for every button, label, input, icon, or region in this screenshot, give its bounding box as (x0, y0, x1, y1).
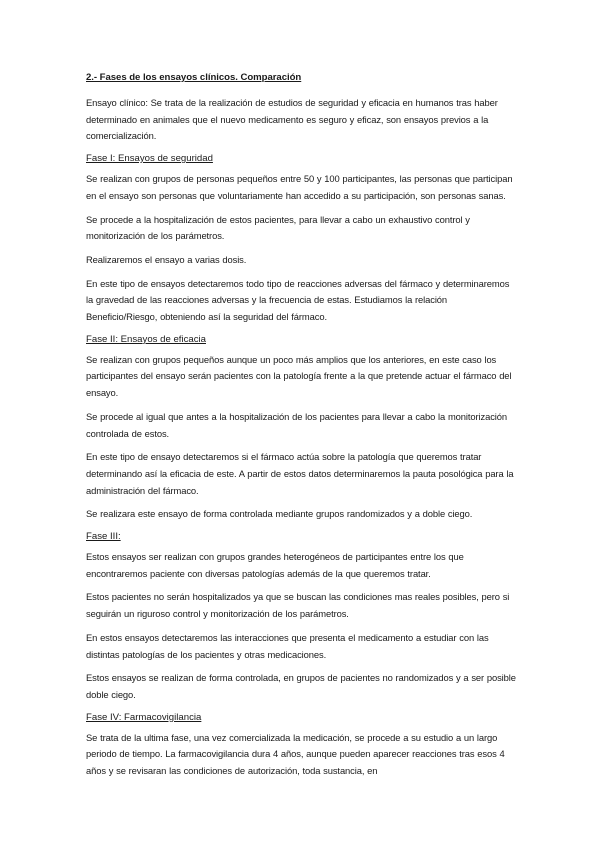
phase4-paragraph-1: Se trata de la ultima fase, una vez comercializada la medicación, se procede a su estudio a un largo periodo de tiempo. La farmacovigilancia dura 4 años, aunque pueden aparecer reacciones tras esos 4 años y se revisaran las condiciones de autorización, toda sustancia, en (86, 731, 505, 777)
phase1-paragraph-2: Se procede a la hospitalización de estos pacientes, para llevar a cabo un exhaustivo control y monitorización de los parámetros. (86, 213, 470, 242)
intro-paragraph: Ensayo clínico: Se trata de la realización de estudios de seguridad y eficacia en humanos tras haber determinado en animales que el nuevo medicamento es seguro y eficaz, son ensayos previos a la comercialización. (86, 97, 498, 142)
phase2-paragraph-4: Se realizara este ensayo de forma controlada mediante grupos randomizados y a doble ciego. (86, 508, 473, 520)
phase4-heading: Fase IV: Farmacovigilancia (86, 711, 202, 723)
phase1-paragraph-1: Se realizan con grupos de personas pequeños entre 50 y 100 participantes, las personas que participan en el ensayo son personas que voluntariamente han accedido a su participación, son personas sanas. (86, 173, 513, 201)
phase1-heading: Fase I: Ensayos de seguridad (86, 153, 213, 165)
phase3-paragraph-3: En estos ensayos detectaremos las interacciones que presenta el medicamento a estudiar con las distintas patologías de los pacientes y otras medicaciones. (86, 631, 489, 660)
phase2-heading: Fase II: Ensayos de eficacia (86, 333, 206, 345)
phase1-paragraph-3: Realizaremos el ensayo a varias dosis. (86, 253, 247, 265)
document-page (86, 71, 518, 787)
phase3-paragraph-1: Estos ensayos ser realizan con grupos grandes heterogéneos de participantes entre los que encontraremos paciente con diversas patologías además de la que queremos tratar. (86, 551, 464, 579)
phase2-paragraph-2: Se procede al igual que antes a la hospitalización de los pacientes para llevar a cabo la monitorización controlada de estos. (86, 410, 508, 439)
phase3-paragraph-4: Estos ensayos se realizan de forma controlada, en grupos de pacientes no randomizados y a ser posible doble ciego. (86, 672, 516, 700)
phase2-paragraph-3: En este tipo de ensayo detectaremos si el fármaco actúa sobre la patología que queremos tratar determinando así la eficacia de este. A partir de estos datos determinaremos la pauta posológica para la administración del fármaco. (86, 451, 514, 496)
phase1-paragraph-4: En este tipo de ensayos detectaremos todo tipo de reacciones adversas del fármaco y determinaremos la gravedad de las reacciones adversas y la frecuencia de estas. Estudiamos la relación Beneficio/Riesgo, obteniendo así la seguridad del fármaco. (86, 277, 510, 323)
phase3-paragraph-2: Estos pacientes no serán hospitalizados ya que se buscan las condiciones mas reales posibles, pero si seguirán un riguroso control y monitorización de los parámetros. (86, 591, 510, 620)
phase2-paragraph-1: Se realizan con grupos pequeños aunque un poco más amplios que los anteriores, en este caso los participantes del ensayo serán pacientes con la patología frente a la que pretende actuar el fármaco del ensayo. (86, 353, 512, 399)
page-title: 2.- Fases de los ensayos clínicos. Comparación (86, 72, 302, 83)
phase3-heading: Fase III: (86, 531, 121, 543)
